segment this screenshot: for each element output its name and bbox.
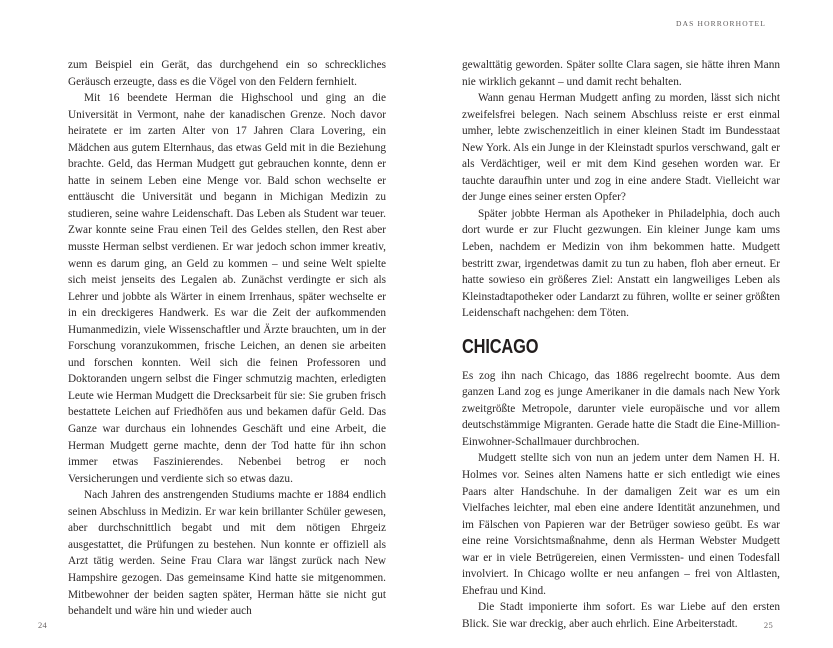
- paragraph: Die Stadt imponierte ihm sofort. Es war Liebe auf den ersten Blick. Sie war dreckig, aber auch ehrlich. Eine Arbeiterstadt.: [462, 601, 780, 630]
- paragraph: Später jobbte Herman als Apotheker in Philadelphia, doch auch dort wurde er zur Flucht gezwungen. Ein kleiner Junge kam ums Leben, nachdem er Medizin von ihm bekommen hatte. Mudgett bestritt zwar, irgendetwas damit zu tun zu haben, floh aber erneut. Er hatte sowieso ein größeres Ziel: Anstatt ein langweiliges Leben als Kleinstadtapotheker oder Landarzt zu führen, wollte er seiner größten Leidenschaft nachgehen: dem Töten.: [462, 207, 780, 320]
- folio-left-page: 24: [38, 620, 48, 630]
- section-heading-chicago: CHICAGO: [462, 335, 539, 358]
- paragraph: gewalttätig geworden. Später sollte Clara sagen, sie hätte ihren Mann nie wirklich gekannt – und damit recht behalten.: [462, 59, 780, 88]
- paragraph: Wann genau Herman Mudgett anfing zu morden, lässt sich nicht zweifelsfrei belegen. Nach seinem Abschluss reiste er erst einmal umher, lebte zwischenzeitlich in einer kleinen Stadt im Bundesstaat New York. Als ein Junge in der Kleinstadt spurlos verschwand, galt er als Verdächtiger, weil er mit dem Kind gesehen worden war. Er tauchte daraufhin unter und zog in eine andere Stadt. Vielleicht war der Junge eines seiner ersten Opfer?: [462, 92, 780, 204]
- paragraph: Nach Jahren des anstrengenden Studiums machte er 1884 endlich seinen Abschluss in Medizin. Er war kein brillanter Schüler gewesen, aber durchschnittlich begabt und mit dem nötigen Ehrgeiz ausgestattet, die Prüfungen zu bestehen. Nun konnte er offiziell als Arzt tätig werden. Seine Frau Clara war längst zurück nach New Hampshire gezogen. Das gemeinsame Kind hatte sie mitgenommen. Mitbewohner der beiden sagten später, Herman hätte sie nicht gut behandelt und wäre hin und wieder auch: [68, 489, 386, 618]
- paragraph: Mit 16 beendete Herman die Highschool und ging an die Universität in Vermont, nahe der kanadischen Grenze. Noch davor heiratete er im zarten Alter von 17 Jahren Clara Lovering, ein Mädchen aus gutem Elternhaus, das etwas Geld mit in die Beziehung brachte. Geld, das Herman Mudgett gut gebrauchen konnte, denn er hatte in seinem Leben eine Menge vor. Bald schon wechselte er enttäuscht die Universität und begann in Michigan Medizin zu studieren, seine wahre Leidenschaft. Das Leben als Student war teuer. Zwar konnte seine Frau einen Teil des Geldes stellen, den Rest aber musste Herman selbst verdienen. Er war jedoch schon immer kreativ, wenn es darum ging, an Geld zu kommen – und seine Welt spielte sich meist jenseits des Legalen ab. Zunächst verdingte er sich als Lehrer und jobbte als Wärter in einem Irrenhaus, später wechselte er in ein dreckigeres Handwerk. Es war die Zeit der aufkommenden Humanmedizin, viele Wissenschaftler und Ärzte brauchten, um in der Forschung voranzukommen, frische Leichen, an denen sie arbeiten und forschen konnten. Weil sich die feinen Professoren und Doktoranden ungern selbst die Finger schmutzig machten, erledigten Leute wie Herman Mudgett die Drecksarbeit für sie: Sie gruben frisch bestattete Leichen auf Friedhöfen aus und bekamen dafür Geld. Das Ganze war durchaus ein lohnendes Geschäft und eine Arbeit, die Herman Mudgett gerne machte, denn der Tod hatte für ihn schon immer etwas Faszinierendes. Nebenbei betrog er noch Versicherungen und verdiente sich so etwas dazu.: [68, 92, 386, 485]
- folio-right-page: 25: [763, 620, 773, 630]
- running-head: DAS HORRORHOTEL: [676, 19, 766, 28]
- paragraph: Mudgett stellte sich von nun an jedem unter dem Namen H. H. Holmes vor. Seines alten Namens hatte er sich entledigt wie eines Paars alter Handschuhe. In der damaligen Zeit war es um ein Vielfaches leichter, mal eben eine andere Identität anzunehmen, und im Fälschen von Papieren war der Betrüger sowieso geübt. Es war eine reine Vorsichtsmaßnahme, denn als Herman Webster Mudgett war er in viele Betrügereien, einen Vermissten- und einen Todesfall involviert. In Chicago wollte er neu anfangen – frei von Altlasten, Ehefrau und Kind.: [462, 452, 780, 597]
- paragraph: Es zog ihn nach Chicago, das 1886 regelrecht boomte. Aus dem ganzen Land zog es junge Amerikaner in die damals nach New York zweitgrößte Metropole, darunter viele europäische und vor allem deutschstämmige Migranten. Gerade hatte die Stadt die Eine-Million-Einwohner-Schallmauer durchbrochen.: [462, 369, 780, 448]
- paragraph: zum Beispiel ein Gerät, das durchgehend ein so schreckliches Geräusch erzeugte, dass es die Vögel von den Feldern fernhielt.: [68, 59, 386, 88]
- left-page-column: [68, 57, 386, 618]
